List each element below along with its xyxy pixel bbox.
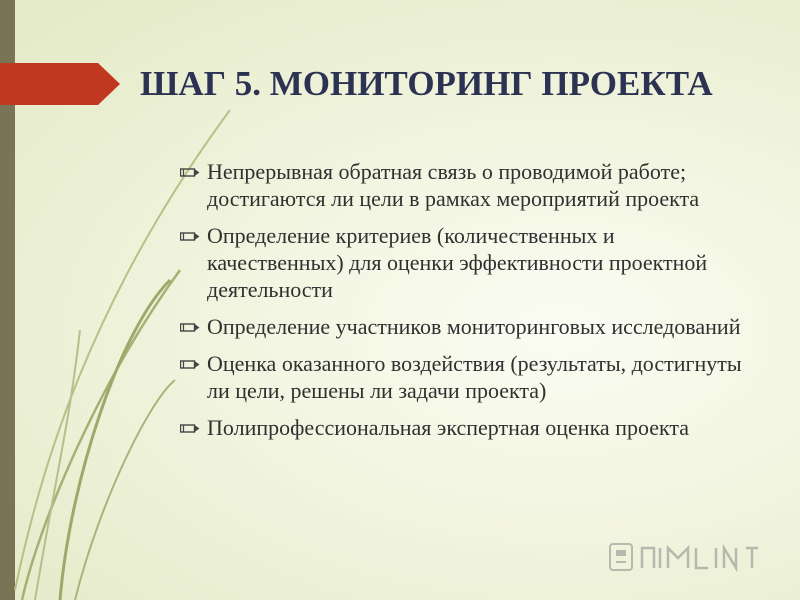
bullet-text-1: Непрерывная обратная связь о проводимой работе; достигаются ли цели в рамках мероприятий проекта bbox=[207, 159, 700, 211]
bullet-item-5 bbox=[180, 414, 750, 441]
pencil-icon bbox=[180, 423, 200, 434]
slide-title: ШАГ 5. МОНИТОРИНГ ПРОЕКТА bbox=[140, 64, 713, 103]
pencil-icon bbox=[180, 359, 200, 370]
bullet-text-3: Определение участников мониторинговых исследований bbox=[207, 314, 741, 339]
bullet-text-5: Полипрофессиональная экспертная оценка проекта bbox=[207, 415, 690, 440]
pencil-icon bbox=[180, 167, 200, 178]
bullet-item-3 bbox=[180, 313, 750, 340]
bullet-text-4: Оценка оказанного воздействия (результаты, достигнуты ли цели, решены ли задачи проекта) bbox=[207, 351, 742, 403]
bullet-item-2 bbox=[180, 222, 750, 303]
watermark-logo-icon bbox=[608, 538, 768, 576]
bullet-text-2: Определение критериев (количественных и качественных) для оценки эффективности проектной деятельности bbox=[207, 223, 708, 302]
bullet-item-1 bbox=[180, 158, 750, 212]
bullet-item-4 bbox=[180, 350, 750, 404]
title-accent-arrow bbox=[0, 63, 120, 105]
pencil-icon bbox=[180, 231, 200, 242]
pencil-icon bbox=[180, 322, 200, 333]
bullet-list bbox=[180, 158, 750, 451]
